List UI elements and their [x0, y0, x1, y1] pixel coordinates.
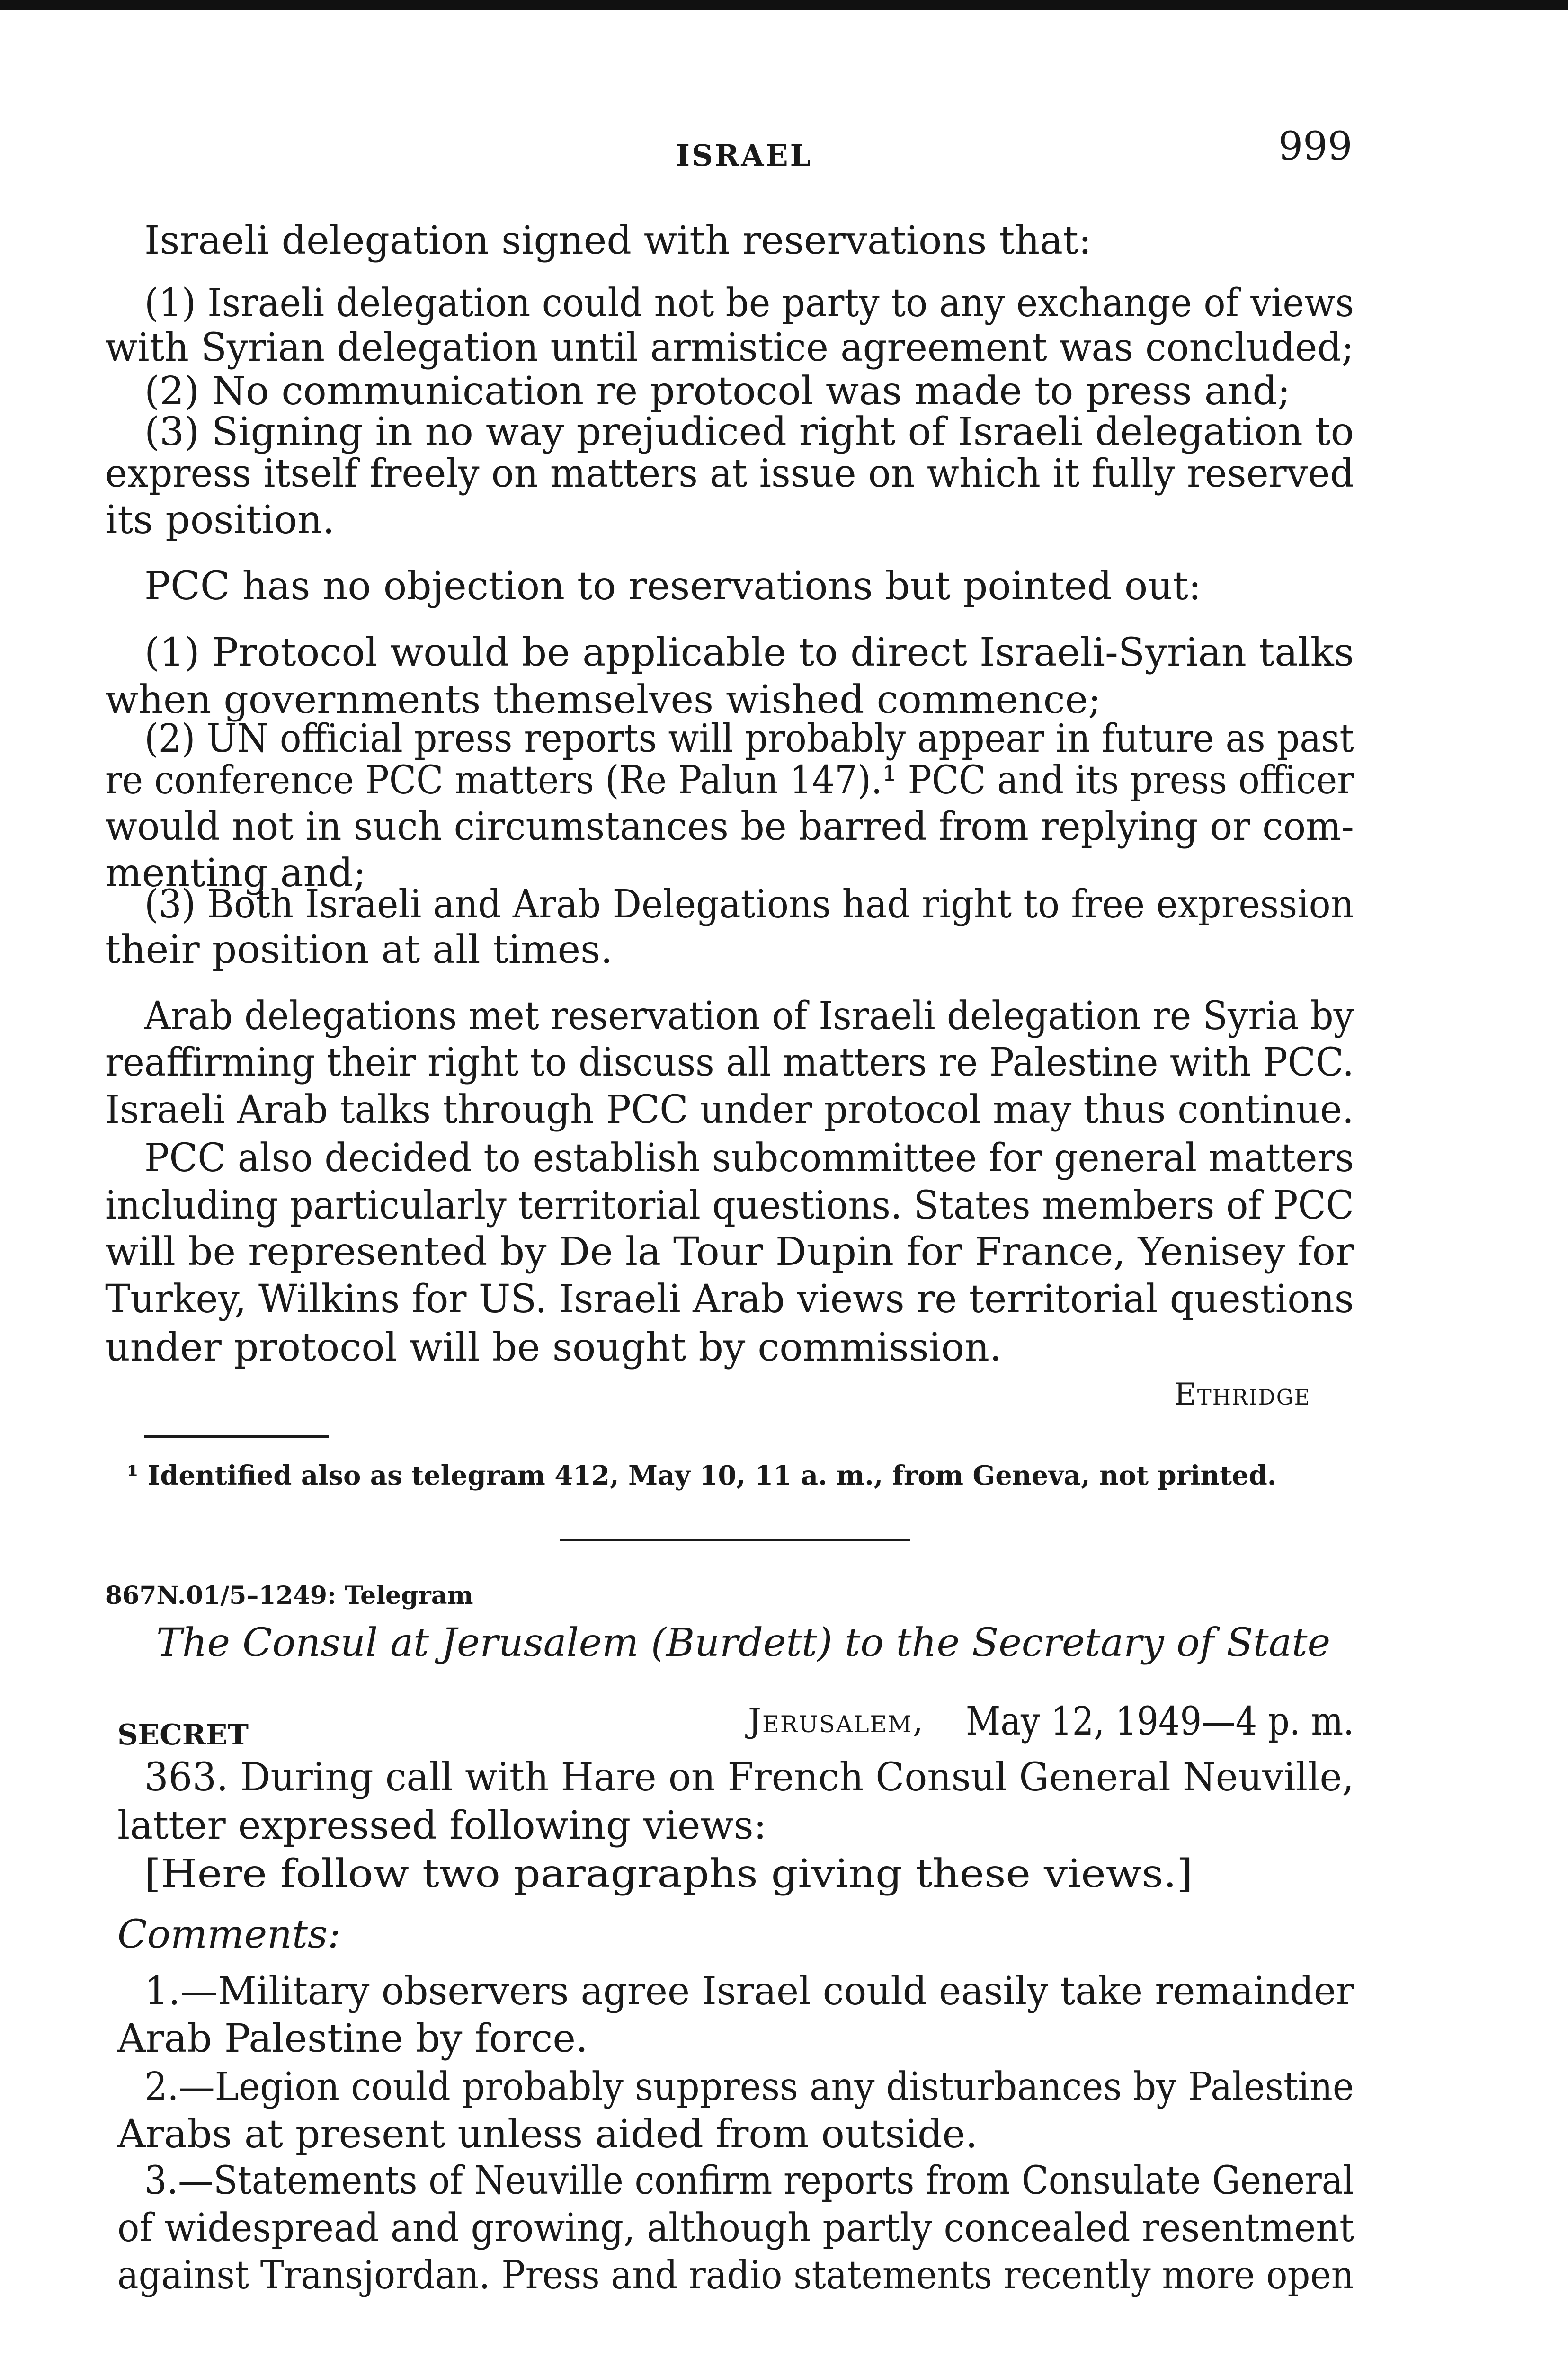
body-line: Arab Palestine by force. [117, 2016, 588, 2061]
body-line: (1) Israeli delegation could not be party to any exchange of views [144, 281, 1354, 326]
document-heading: The Consul at Jerusalem (Burdett) to the Secretary of State [156, 1620, 1331, 1665]
body-line: 2.—Legion could probably suppress any disturbances by Palestine [144, 2064, 1354, 2109]
page-number: 999 [1278, 124, 1353, 169]
body-line: Turkey, Wilkins for US. Israeli Arab views re territorial questions [105, 1277, 1354, 1322]
footnote-rule [144, 1435, 329, 1438]
body-line: re conference PCC matters (Re Palun 147).¹ PCC and its press officer [105, 758, 1354, 803]
page-top-edge [0, 0, 1568, 10]
signature: Ethridge [1174, 1377, 1311, 1412]
body-line: [Here follow two paragraphs giving these views.] [144, 1851, 1193, 1896]
body-line: will be represented by De la Tour Dupin for France, Yenisey for [105, 1229, 1354, 1274]
classification: SECRET [117, 1718, 249, 1752]
body-line: would not in such circumstances be barred from replying or com- [105, 804, 1354, 849]
body-line: Israeli Arab talks through PCC under protocol may thus continue. [105, 1087, 1354, 1132]
body-line: (2) No communication re protocol was made to press and; [144, 369, 1291, 414]
file-number: 867N.01/5–1249: Telegram [105, 1581, 473, 1610]
body-line: PCC has no objection to reservations but pointed out: [144, 564, 1202, 609]
body-line: Israeli delegation signed with reservations that: [144, 218, 1092, 263]
body-line: Arabs at present unless aided from outside. [117, 2112, 978, 2157]
place: Jerusalem, [748, 1701, 924, 1740]
body-line: against Transjordan. Press and radio statements recently more open [117, 2253, 1354, 2298]
body-line: 1.—Military observers agree Israel could easily take remainder [144, 1969, 1354, 2014]
body-line: (1) Protocol would be applicable to direct Israeli-Syrian talks [144, 630, 1354, 675]
body-line: under protocol will be sought by commission. [105, 1325, 1002, 1370]
date-line: May 12, 1949—4 p. m. [966, 1699, 1354, 1744]
body-line: Arab delegations met reservation of Israeli delegation re Syria by [144, 994, 1354, 1039]
body-line: reaffirming their right to discuss all matters re Palestine with PCC. [105, 1040, 1354, 1085]
body-line: their position at all times. [105, 927, 613, 972]
body-line: PCC also decided to establish subcommittee for general matters [144, 1136, 1354, 1181]
body-line: with Syrian delegation until armistice agreement was concluded; [105, 325, 1354, 370]
body-line: express itself freely on matters at issue on which it fully reserved [105, 451, 1354, 496]
body-line: 3.—Statements of Neuville confirm reports from Consulate General [144, 2158, 1354, 2203]
body-line: Comments: [117, 1912, 341, 1957]
footnote: ¹ Identified also as telegram 412, May 10, 11 a. m., from Geneva, not printed. [127, 1460, 1277, 1491]
body-line: its position. [105, 498, 335, 543]
body-line: when governments themselves wished commence; [105, 677, 1101, 722]
running-header-title: ISRAEL [676, 138, 813, 173]
body-line: including particularly territorial questions. States members of PCC [105, 1183, 1354, 1228]
body-line: 363. During call with Hare on French Consul General Neuville, [144, 1755, 1354, 1800]
body-line: (2) UN official press reports will probably appear in future as past [144, 716, 1354, 761]
body-line: latter expressed following views: [117, 1803, 767, 1848]
body-line: of widespread and growing, although partly concealed resentment [117, 2206, 1354, 2251]
document-separator-rule [560, 1539, 910, 1541]
body-line: menting and; [105, 851, 366, 896]
body-line: (3) Both Israeli and Arab Delegations had right to free expression [144, 882, 1354, 927]
body-line: (3) Signing in no way prejudiced right of Israeli delegation to [144, 409, 1354, 454]
